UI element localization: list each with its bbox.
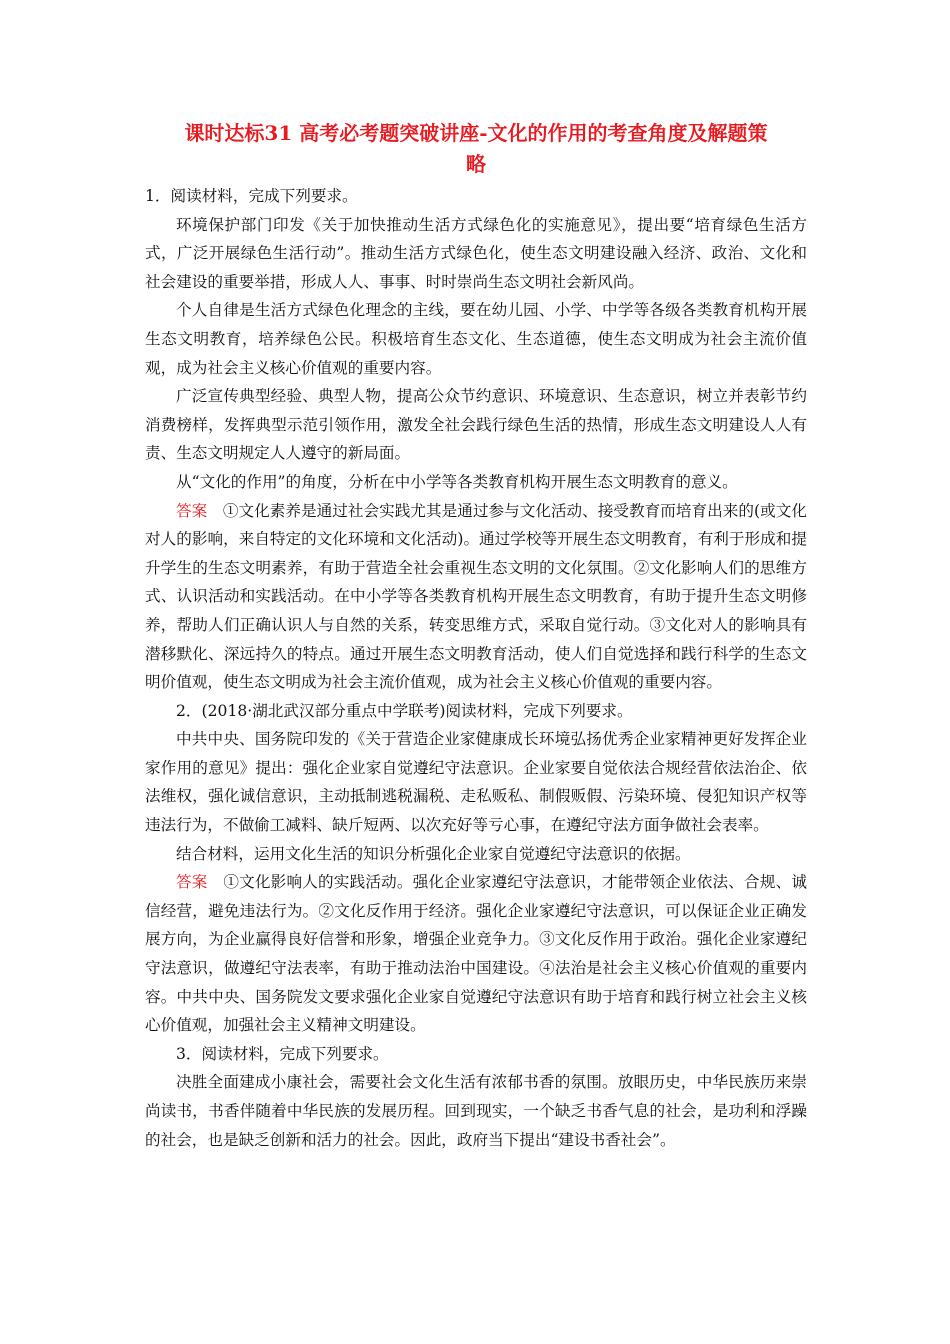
answer-text: ①文化影响人的实践活动。强化企业家遵纪守法意识，才能带领企业依法、合规、诚信经营，避免违法行为。②文化反作用于经济。强化企业家遵纪守法意识，可以保证企业正确发展方向，为企业赢得良好信誉和形象，增强企业竞争力。③文化反作用于政治。强化企业家遵纪守法意识，做遵纪守法表率，有助于推动法治中国建设。④法治是社会主义核心价值观的重要内容。中共中央、国务院发文要求强化企业家自觉遵纪守法意识有助于培育和践行树立社会主义核心价值观，加强社会主义精神文明建设。 bbox=[145, 873, 807, 1035]
question-stem: 1．阅读材料，完成下列要求。 bbox=[145, 187, 358, 205]
material-paragraph: 广泛宣传典型经验、典型人物，提高公众节约意识、环境意识、生态意识，树立并表彰节约消费榜样，发挥典型示范引领作用，激发全社会践行绿色生活的热情，形成生态文明建设人人有责、生态文明规定人人遵守的新局面。 bbox=[145, 387, 807, 463]
answer-paragraph bbox=[145, 868, 807, 1040]
answer-paragraph bbox=[145, 497, 807, 697]
question-stem: 2．(2018·湖北武汉部分重点中学联考)阅读材料，完成下列要求。 bbox=[176, 701, 633, 720]
question-stem: 3．阅读材料，完成下列要求。 bbox=[176, 1044, 389, 1063]
title-line-1: 课时达标31 高考必考题突破讲座-文化的作用的考查角度及解题策 bbox=[184, 121, 768, 145]
title-line-2: 略 bbox=[466, 152, 486, 176]
material-paragraph: 决胜全面建成小康社会，需要社会文化生活有浓郁书香的氛围。放眼历史，中华民族历来崇尚读书，书香伴随着中华民族的发展历程。回到现实，一个缺乏书香气息的社会，是功利和浮躁的社会，也是缺乏创新和活力的社会。因此，政府当下提出“建设书香社会”。 bbox=[145, 1073, 807, 1149]
question-task: 结合材料，运用文化生活的知识分析强化企业家自觉遵纪守法意识的依据。 bbox=[176, 844, 691, 863]
question-3 bbox=[145, 1040, 807, 1154]
document-title bbox=[145, 118, 807, 180]
material-paragraph: 个人自律是生活方式绿色化理念的主线，要在幼儿园、小学、中学等各级各类教育机构开展生态文明教育，培养绿色公民。积极培育生态文化、生态道德，使生态文明成为社会主流价值观，成为社会主义核心价值观的重要内容。 bbox=[145, 301, 807, 377]
question-1 bbox=[145, 182, 807, 697]
answer-label: 答案 bbox=[176, 873, 208, 892]
material-paragraph: 环境保护部门印发《关于加快推动生活方式绿色化的实施意见》，提出要“培育绿色生活方式，广泛开展绿色生活行动”。推动生活方式绿色化，使生态文明建设融入经济、政治、文化和社会建设的重要举措，形成人人、事事、时时崇尚生态文明社会新风尚。 bbox=[145, 215, 807, 291]
question-2 bbox=[145, 697, 807, 1040]
material-paragraph: 中共中央、国务院印发的《关于营造企业家健康成长环境弘扬优秀企业家精神更好发挥企业家作用的意见》提出：强化企业家自觉遵纪守法意识。企业家要自觉依法合规经营依法治企、依法维权，强化诚信意识，主动抵制逃税漏税、走私贩私、制假贩假、污染环境、侵犯知识产权等违法行为，不做偷工减料、缺斤短两、以次充好等亏心事，在遵纪守法方面争做社会表率。 bbox=[145, 730, 807, 835]
question-task: 从“文化的作用”的角度，分析在中小学等各类教育机构开展生态文明教育的意义。 bbox=[176, 472, 738, 491]
answer-text: ①文化素养是通过社会实践尤其是通过参与文化活动、接受教育而培育出来的(或文化对人的影响，来自特定的文化环境和文化活动)。通过学校等开展生态文明教育，有利于形成和提升学生的生态文明素养，有助于营造全社会重视生态文明的文化氛围。②文化影响人们的思维方式、认识活动和实践活动。在中小学等各类教育机构开展生态文明教育，有助于提升生态文明修养，帮助人们正确认识人与自然的关系，转变思维方式，采取自觉行动。③文化对人的影响具有潜移默化、深远持久的特点。通过开展生态文明教育活动，使人们自觉选择和践行科学的生态文明价值观，使生态文明成为社会主流价值观，成为社会主义核心价值观的重要内容。 bbox=[145, 501, 807, 692]
answer-label: 答案 bbox=[176, 501, 208, 520]
